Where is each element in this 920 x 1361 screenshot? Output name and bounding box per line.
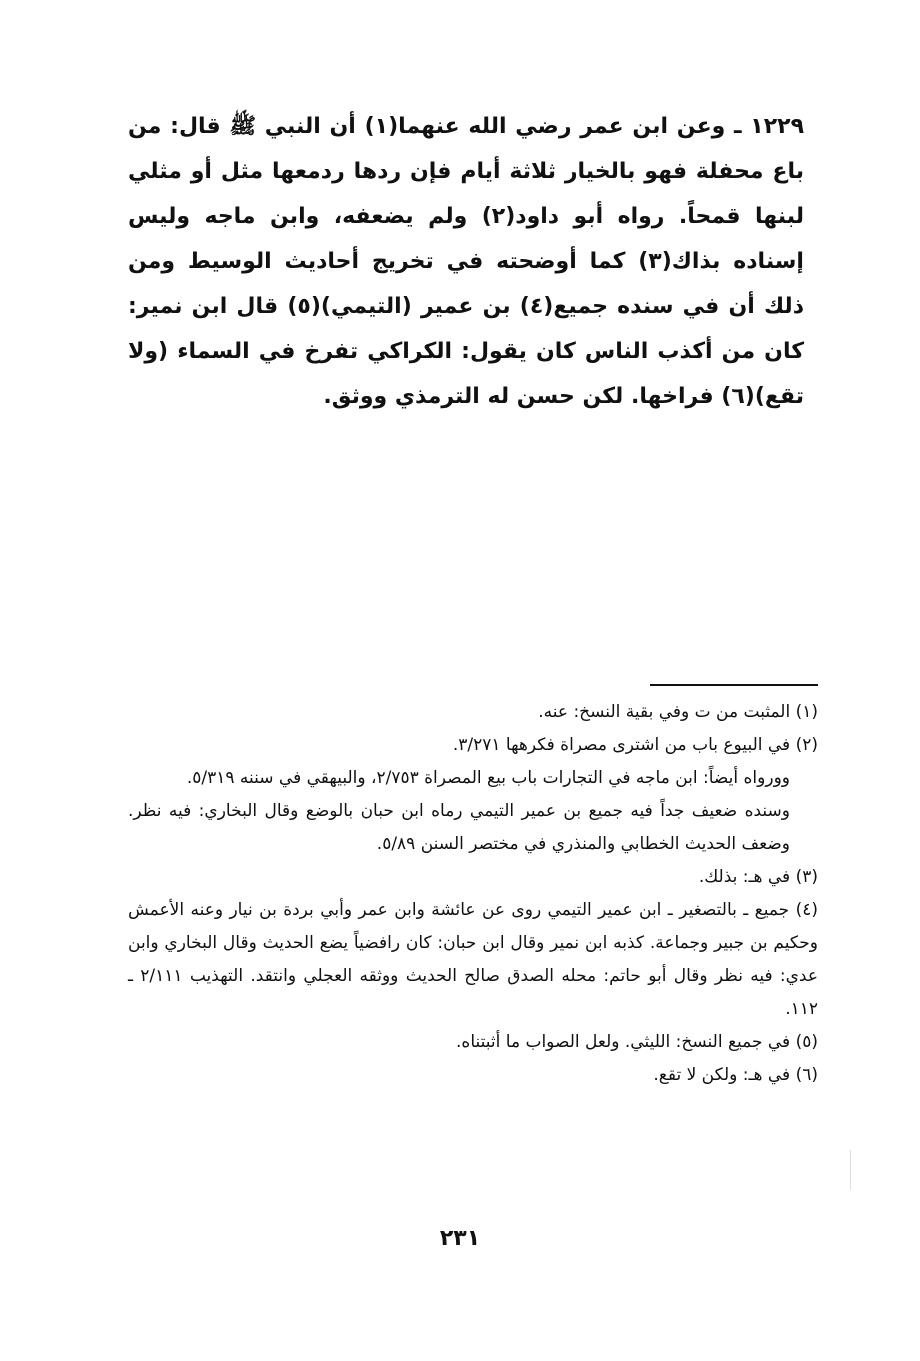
footnote-divider [650, 684, 818, 686]
footnote-2-continuation-1: وورواه أيضاً: ابن ماجه في التجارات باب بيع المصراة ٢/٧٥٣، والبيهقي في سننه ٥/٣١٩. [186, 768, 790, 788]
footnote-6: (٦) في هـ: ولكن لا تقع. [653, 1065, 818, 1085]
footnotes-section [128, 696, 818, 1092]
main-text-block [128, 104, 804, 419]
footnote-2: (٢) في البيوع باب من اشترى مصراة فكرهها ٣/٢٧١. [452, 735, 818, 755]
footnote-3: (٣) في هـ: بذلك. [698, 867, 818, 887]
footnote-4: (٤) جميع ـ بالتصغير ـ ابن عمير التيمي روى عن عائشة وابن عمر وأبي بردة بن نيار وعنه الأعمش وحكيم بن جبير وجماعة. كذبه ابن نمير وقال ابن حبان: كان رافضياً يضع الحديث وقال البخاري وابن عدي: فيه نظر وقال أبو حاتم: محله الصدق صالح الحديث ووثقه العجلي وانتقد. التهذيب ٢/١١١ ـ ١١٢. [128, 900, 818, 1019]
footnote-2-continuation-2: وسنده ضعيف جداً فيه جميع بن عمير التيمي رماه ابن حبان بالوضع وقال البخاري: فيه نظر. وضعف الحديث الخطابي والمنذري في مختصر السنن ٥/٨٩. [128, 801, 790, 854]
footnote-1: (١) المثبت من ت وفي بقية النسخ: عنه. [538, 702, 818, 722]
scan-edge-mark [850, 1150, 851, 1190]
hadith-paragraph: ١٢٢٩ ـ وعن ابن عمر رضي الله عنهما(١) أن النبي ﷺ قال: من باع محفلة فهو بالخيار ثلاثة أيام فإن ردها ردمعها مثل أو مثلي لبنها قمحاً. رواه أبو داود(٢) ولم يضعفه، وابن ماجه وليس إسناده بذاك(٣) كما أوضحته في تخريج أحاديث الوسيط ومن ذلك أن في سنده جميع(٤) بن عمير (التيمي)(٥) قال ابن نمير: كان من أكذب الناس كان يقول: الكراكي تفرخ في السماء (ولا تقع)(٦) فراخها. لكن حسن له الترمذي ووثق. [128, 114, 804, 409]
page-number: ٢٣١ [439, 1226, 481, 1251]
footnote-5: (٥) في جميع النسخ: الليثي. ولعل الصواب ما أثبتناه. [456, 1032, 818, 1052]
